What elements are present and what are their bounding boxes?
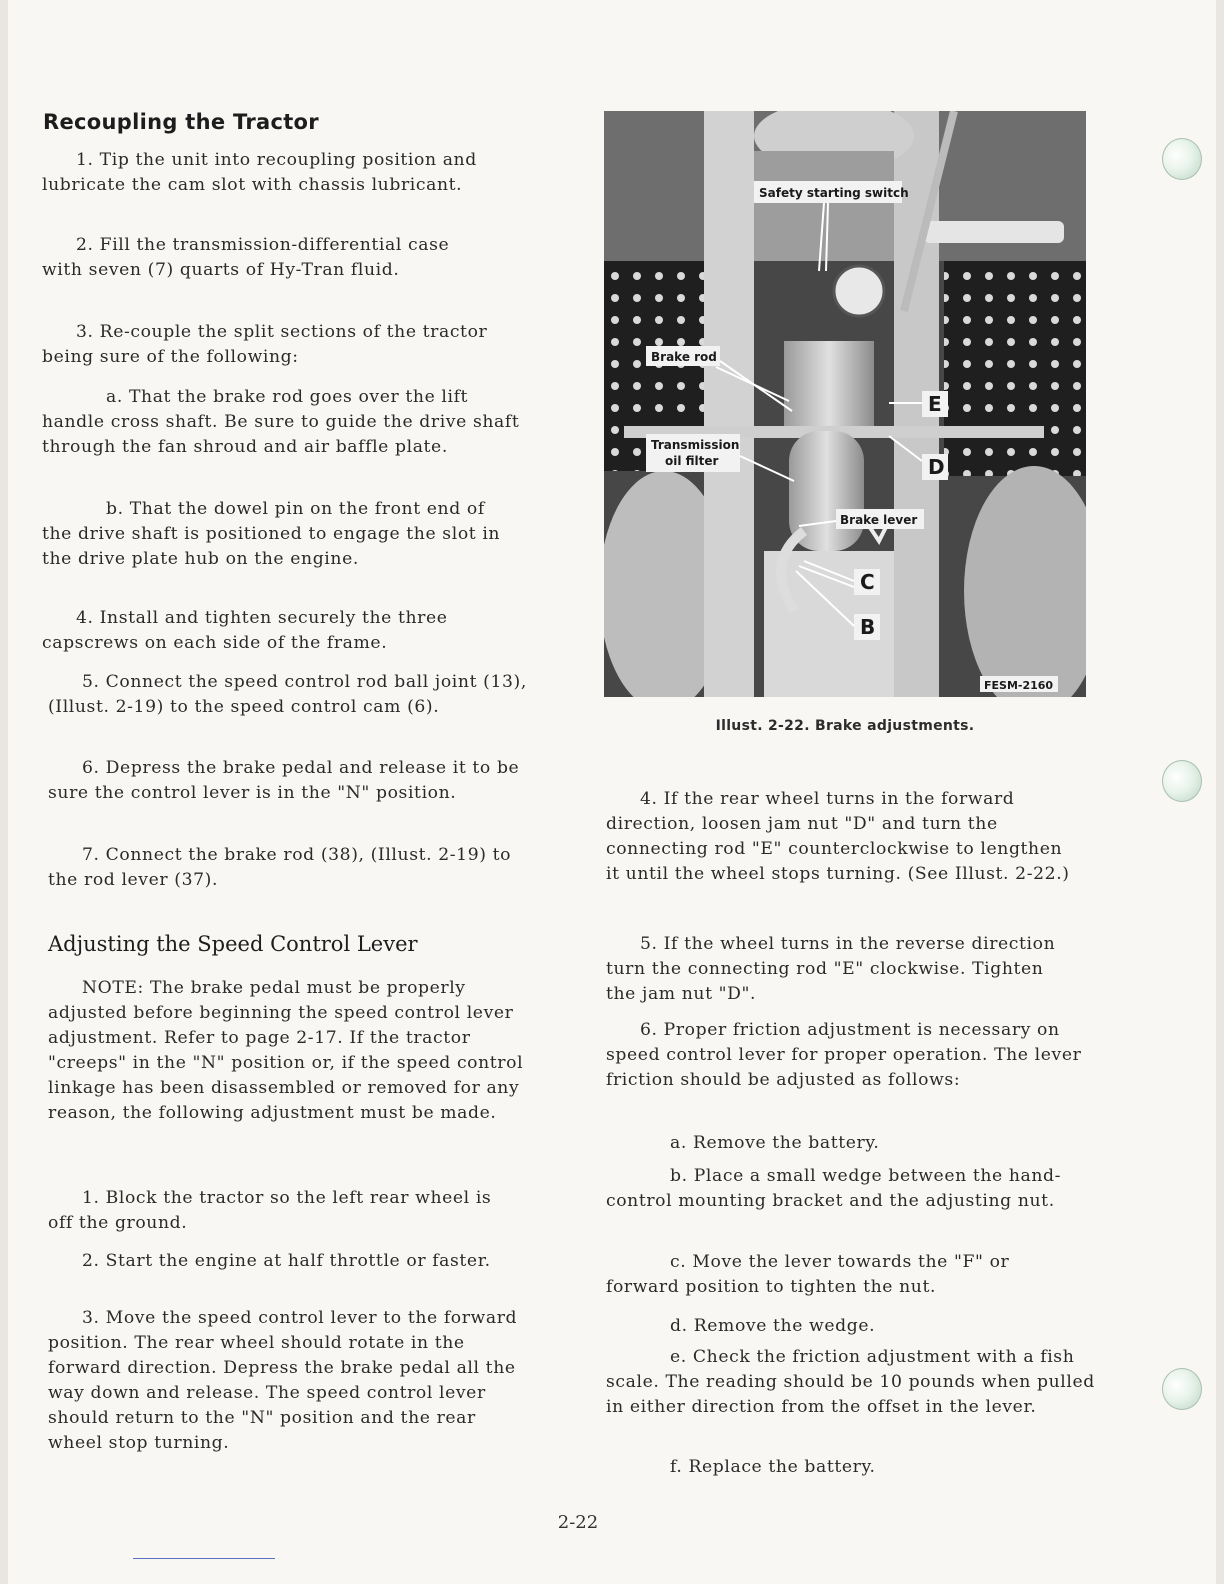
callout-letter-c: C [860, 570, 875, 594]
note-paragraph: NOTE: The brake pedal must be properly adjusted before beginning the speed control lever adjustment. Refer to page 2-17. If the tractor "creeps" in the "N" position or, if the speed control linkage has been disassembled or removed for any reason, the following adjustment must be made. [48, 978, 524, 1123]
callout-letter-b: B [860, 615, 876, 639]
label-transmission: Transmission [651, 438, 740, 452]
page-number: 2-22 [557, 1512, 599, 1533]
brake-adjustment-photo [604, 111, 1086, 697]
paragraph: b. Place a small wedge between the hand-control mounting bracket and the adjusting nut. [606, 1166, 1062, 1211]
binder-hole [1162, 1368, 1202, 1410]
paragraph: f. Replace the battery. [670, 1457, 876, 1477]
paragraph: a. That the brake rod goes over the lift handle cross shaft. Be sure to guide the drive shaft through the fan shroud and air baffle plate. [42, 387, 520, 457]
paragraph: 3. Re-couple the split sections of the tractor being sure of the following: [42, 322, 488, 367]
paragraph: 5. Connect the speed control rod ball joint (13), (Illust. 2-19) to the speed control cam (6). [48, 672, 527, 717]
manual-page [8, 0, 1216, 1584]
label-brake-lever: Brake lever [840, 513, 918, 527]
footer-rule [133, 1558, 275, 1559]
paragraph: 6. Depress the brake pedal and release it to be sure the control lever is in the "N" position. [48, 758, 520, 803]
paragraph: 3. Move the speed control lever to the forward position. The rear wheel should rotate in the forward direction. Depress the brake pedal all the way down and release. The speed control lever should return to the "N" position and the rear wheel stop turning. [48, 1308, 518, 1453]
figure-code: FESM-2160 [984, 679, 1054, 692]
paragraph: 4. If the rear wheel turns in the forward direction, loosen jam nut "D" and turn the connecting rod "E" counterclockwise to lengthen it until the wheel stops turning. (See Illust. 2-22.) [606, 789, 1070, 884]
paragraph: 6. Proper friction adjustment is necessary on speed control lever for proper operation. The lever friction should be adjusted as follows: [606, 1020, 1082, 1090]
label-safety-starting-switch: Safety starting switch [759, 186, 909, 200]
paragraph: a. Remove the battery. [670, 1133, 880, 1153]
paragraph: b. That the dowel pin on the front end of the drive shaft is positioned to engage the slot in the drive plate hub on the engine. [42, 499, 501, 569]
paragraph: 1. Block the tractor so the left rear wheel is off the ground. [48, 1188, 492, 1233]
paragraph: d. Remove the wedge. [670, 1316, 876, 1336]
section-heading-recoupling: Recoupling the Tractor [43, 110, 319, 134]
paragraph: 2. Fill the transmission-differential case with seven (7) quarts of Hy-Tran fluid. [42, 235, 450, 280]
paragraph: 5. If the wheel turns in the reverse direction turn the connecting rod "E" clockwise. Tighten the jam nut "D". [606, 934, 1056, 1004]
binder-hole [1162, 760, 1202, 802]
callout-letter-d: D [928, 455, 945, 479]
section-heading-adjusting: Adjusting the Speed Control Lever [48, 932, 418, 956]
tractor-illustration [604, 111, 1086, 697]
label-oil-filter: oil filter [665, 454, 719, 468]
paragraph: c. Move the lever towards the "F" or forward position to tighten the nut. [606, 1252, 1010, 1297]
paragraph: 7. Connect the brake rod (38), (Illust. 2-19) to the rod lever (37). [48, 845, 512, 890]
paragraph: 1. Tip the unit into recoupling position and lubricate the cam slot with chassis lubricant. [42, 150, 477, 195]
callout-letter-e: E [928, 392, 942, 416]
paragraph: 4. Install and tighten securely the three capscrews on each side of the frame. [42, 608, 448, 653]
paragraph: 2. Start the engine at half throttle or faster. [82, 1251, 491, 1271]
label-brake-rod: Brake rod [651, 350, 717, 364]
paragraph: e. Check the friction adjustment with a fish scale. The reading should be 10 pounds when pulled in either direction from the offset in the lever. [606, 1347, 1095, 1417]
binder-hole [1162, 138, 1202, 180]
figure-caption: Illust. 2-22. Brake adjustments. [715, 718, 975, 734]
